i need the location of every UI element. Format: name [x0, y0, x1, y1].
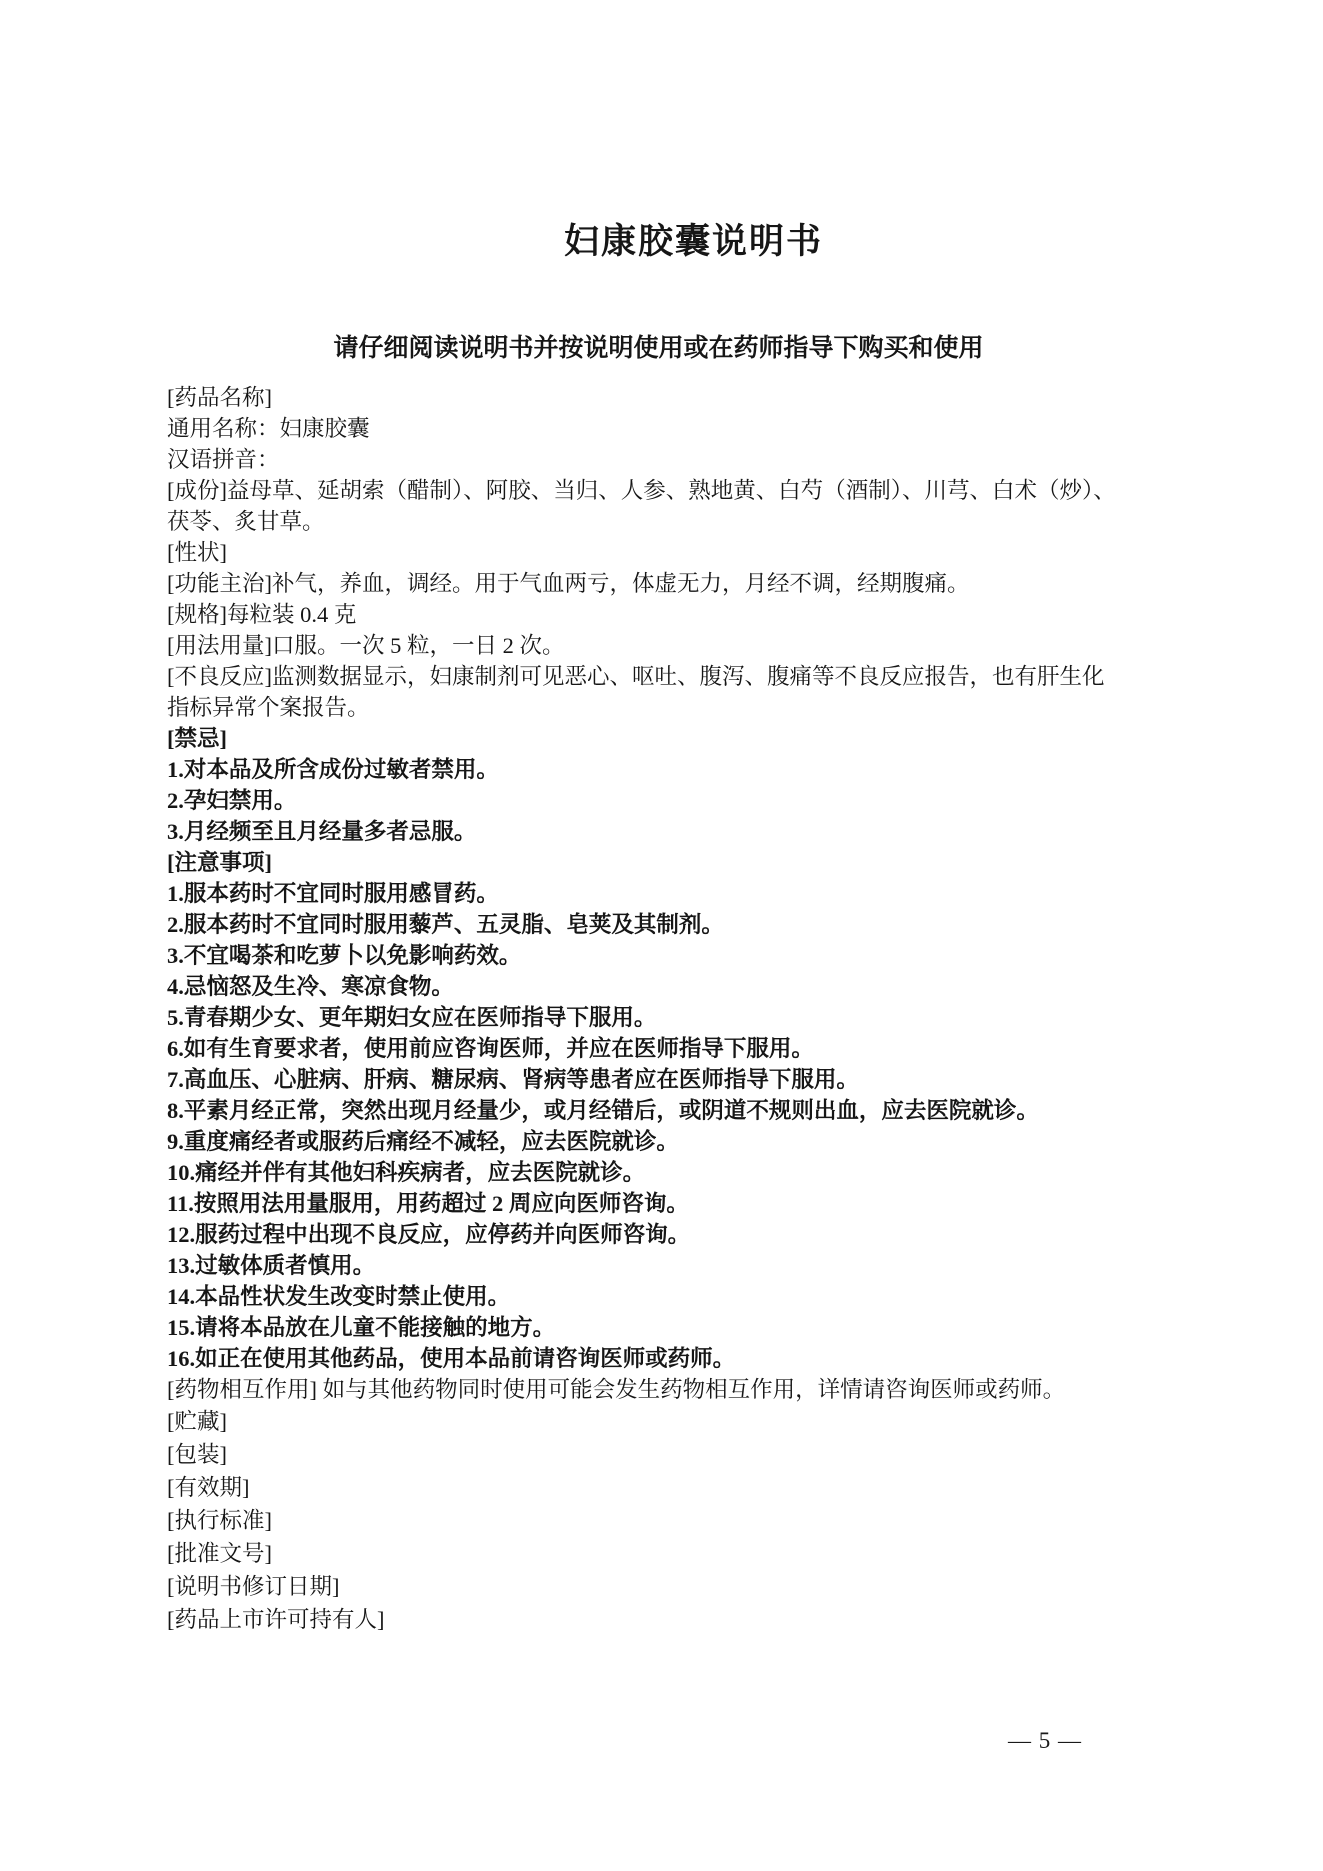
dosage: [用法用量]口服。一次 5 粒，一日 2 次。 — [167, 633, 565, 658]
precaution-2: 2.服本药时不宜同时服用藜芦、五灵脂、皂荚及其制剂。 — [167, 912, 724, 937]
page-number: — 5 — — [1008, 1728, 1082, 1753]
precaution-1: 1.服本药时不宜同时服用感冒药。 — [167, 881, 499, 906]
precaution-8: 8.平素月经正常，突然出现月经量少，或月经错后，或阴道不规则出血，应去医院就诊。 — [167, 1098, 1039, 1123]
field-approval-number: [批准文号] — [167, 1541, 272, 1566]
contraindication-2: 2.孕妇禁用。 — [167, 788, 297, 813]
field-standard: [执行标准] — [167, 1508, 272, 1533]
ingredients: [成份]益母草、延胡索（醋制）、阿胶、当归、人参、熟地黄、白芍（酒制）、川芎、白术（炒）、 — [167, 478, 1116, 503]
indications: [功能主治]补气，养血，调经。用于气血两亏，体虚无力，月经不调，经期腹痛。 — [167, 571, 970, 596]
pinyin: 汉语拼音： — [167, 447, 280, 472]
precaution-4: 4.忌恼怒及生冷、寒凉食物。 — [167, 974, 454, 999]
ingredients-cont: 茯苓、炙甘草。 — [167, 509, 325, 534]
leaflet-content — [167, 0, 1150, 1636]
field-storage: [贮藏] — [167, 1409, 227, 1434]
field-drug-name: [药品名称] — [167, 385, 272, 410]
field-contraindications: [禁忌] — [167, 726, 227, 751]
contraindication-3: 3.月经频至且月经量多者忌服。 — [167, 819, 477, 844]
precaution-12: 12.服药过程中出现不良反应，应停药并向医师咨询。 — [167, 1222, 691, 1247]
precaution-14: 14.本品性状发生改变时禁止使用。 — [167, 1284, 511, 1309]
adverse-reactions-cont: 指标异常个案报告。 — [167, 695, 370, 720]
precaution-16: 16.如正在使用其他药品，使用本品前请咨询医师或药师。 — [167, 1346, 736, 1371]
precaution-11: 11.按照用法用量服用，用药超过 2 周应向医师咨询。 — [167, 1191, 689, 1216]
drug-interactions: [药物相互作用] 如与其他药物同时使用可能会发生药物相互作用，详情请咨询医师或药师。 — [167, 1377, 1066, 1402]
field-license-holder: [药品上市许可持有人] — [167, 1607, 385, 1632]
precaution-5: 5.青春期少女、更年期妇女应在医师指导下服用。 — [167, 1005, 657, 1030]
precaution-6: 6.如有生育要求者，使用前应咨询医师，并应在医师指导下服用。 — [167, 1036, 814, 1061]
page-title: 妇康胶囊说明书 — [563, 222, 823, 261]
usage-notice: 请仔细阅读说明书并按说明使用或在药师指导下购买和使用 — [333, 334, 984, 362]
field-precautions: [注意事项] — [167, 850, 272, 875]
field-properties: [性状] — [167, 540, 227, 565]
field-revision-date: [说明书修订日期] — [167, 1574, 340, 1599]
adverse-reactions: [不良反应]监测数据显示，妇康制剂可见恶心、呕吐、腹泻、腹痛等不良反应报告，也有肝生化 — [167, 664, 1105, 689]
contraindication-1: 1.对本品及所含成份过敏者禁用。 — [167, 757, 499, 782]
specification: [规格]每粒装 0.4 克 — [167, 602, 357, 627]
precaution-7: 7.高血压、心脏病、肝病、糖尿病、肾病等患者应在医师指导下服用。 — [167, 1067, 859, 1092]
precaution-10: 10.痛经并伴有其他妇科疾病者，应去医院就诊。 — [167, 1160, 646, 1185]
field-validity: [有效期] — [167, 1475, 250, 1500]
precaution-13: 13.过敏体质者慎用。 — [167, 1253, 376, 1278]
precaution-15: 15.请将本品放在儿童不能接触的地方。 — [167, 1315, 556, 1340]
precaution-9: 9.重度痛经者或服药后痛经不减轻，应去医院就诊。 — [167, 1129, 679, 1154]
field-packaging: [包装] — [167, 1442, 227, 1467]
precaution-3: 3.不宜喝茶和吃萝卜以免影响药效。 — [167, 943, 522, 968]
leaflet-body — [167, 361, 1150, 1636]
generic-name: 通用名称：妇康胶囊 — [167, 416, 370, 441]
